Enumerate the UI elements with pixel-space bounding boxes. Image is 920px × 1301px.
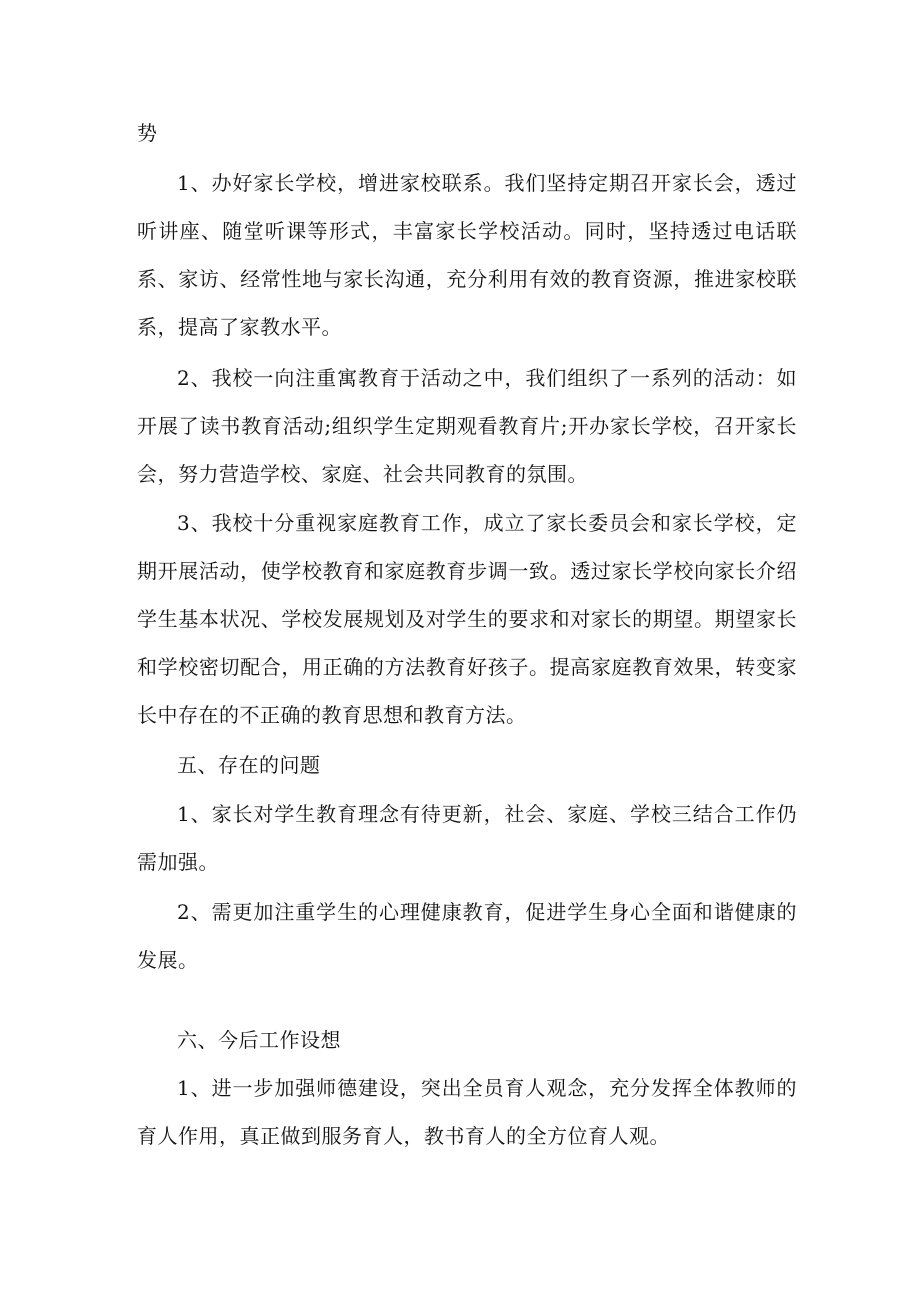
section-heading-future-plans: 六、今后工作设想 bbox=[177, 1028, 341, 1052]
paragraph-activities: 2、我校一向注重寓教育于活动之中，我们组织了一系列的活动：如开展了读书教育活动;组织学生定期观看教育片;开办家长学校，召开家长会，努力营造学校、家庭、社会共同教育的氛围。 bbox=[137, 366, 797, 486]
paragraph-problem-1: 1、家长对学生教育理念有待更新，社会、家庭、学校三结合工作仍需加强。 bbox=[137, 802, 797, 874]
paragraph-home-school-contact: 1、办好家长学校，增进家校联系。我们坚持定期召开家长会，透过听讲座、随堂听课等形式，丰富家长学校活动。同时，坚持透过电话联系、家访、经常性地与家长沟通，充分利用有效的教育资源，推进家校联系，提高了家教水平。 bbox=[137, 171, 797, 339]
paragraph-plan-1: 1、进一步加强师德建设，突出全员育人观念，充分发挥全体教师的育人作用，真正做到服务育人，教书育人的全方位育人观。 bbox=[137, 1076, 797, 1148]
paragraph-family-education: 3、我校十分重视家庭教育工作，成立了家长委员会和家长学校，定期开展活动，使学校教育和家庭教育步调一致。透过家长学校向家长介绍学生基本状况、学校发展规划及对学生的要求和对家长的期望。期望家长和学校密切配合，用正确的方法教育好孩子。提高家庭教育效果，转变家长中存在的不正确的教育思想和教育方法。 bbox=[137, 511, 797, 727]
paragraph-continuation: 势 bbox=[137, 121, 158, 145]
paragraph-problem-2: 2、需更加注重学生的心理健康教育，促进学生身心全面和谐健康的发展。 bbox=[137, 900, 797, 972]
section-heading-problems: 五、存在的问题 bbox=[177, 753, 321, 777]
